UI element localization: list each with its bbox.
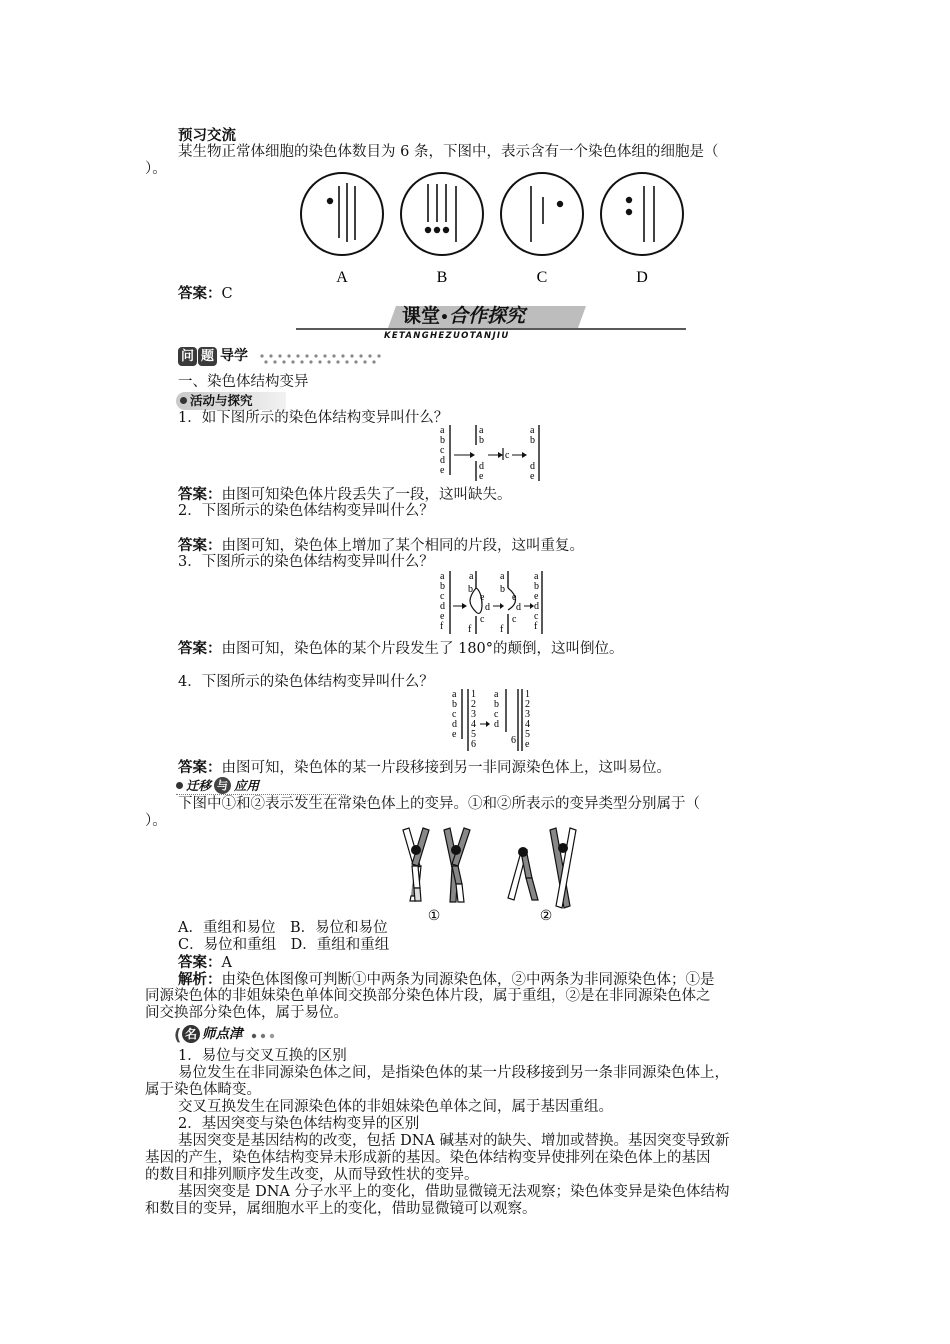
svg-text:5: 5: [471, 729, 476, 740]
svg-text:a: a: [440, 425, 445, 436]
svg-text:a: a: [440, 571, 445, 582]
svg-text:d: d: [516, 602, 521, 613]
svg-text:a: a: [530, 425, 535, 436]
tips-header: [174, 1024, 294, 1046]
cell-a: [301, 173, 383, 255]
figure-2-chromosomes: [508, 828, 576, 908]
svg-text:b: b: [530, 435, 535, 446]
svg-text:b: b: [479, 435, 484, 446]
tips-heading-1: 1．易位与交叉互换的区别: [178, 1048, 347, 1064]
tips-p3-line2: 基因的产生，染色体结构变异未形成新的基因。染色体结构变异使排列在染色体上的基因: [145, 1150, 711, 1166]
svg-text:f: f: [468, 624, 472, 635]
svg-text:4: 4: [525, 719, 530, 730]
tips-p2: 交叉互换发生在同源染色体的非姐妹染色单体之间，属于基因重组。: [178, 1099, 613, 1115]
preview-question-line2: ）。: [145, 161, 167, 177]
q3-text: 3．下图所示的染色体结构变异叫什么？: [178, 554, 434, 570]
transfer-question-line2: ）。: [145, 813, 167, 829]
divider: [176, 794, 346, 795]
guide-suffix: 导学: [220, 348, 248, 364]
svg-text:c: c: [494, 709, 499, 720]
svg-text:c: c: [512, 614, 517, 625]
activity-label-bar: [176, 392, 286, 410]
figure-label-2: ②: [539, 909, 553, 924]
q3-inversion-diagram: [438, 570, 548, 638]
q1-answer: 答案：由图可知染色体片段丢失了一段，这叫缺失。: [178, 486, 512, 503]
svg-text:a: a: [494, 689, 499, 700]
svg-text:b: b: [468, 584, 473, 595]
svg-text:c: c: [440, 445, 445, 456]
svg-text:a: a: [534, 571, 539, 582]
q3-answer: 答案：由图可知，染色体的某个片段发生了 180°的颠倒，这叫倒位。: [178, 640, 624, 657]
svg-text:e: e: [534, 591, 539, 602]
transfer-label: [176, 777, 346, 795]
q4-text: 4．下图所示的染色体结构变异叫什么？: [178, 674, 434, 690]
tips-badge: 名: [182, 1025, 200, 1043]
analysis-line3: 间交换部分染色体，属于易位。: [145, 1005, 348, 1021]
svg-text:c: c: [440, 591, 445, 602]
transfer-question-line1: 下图中①和②表示发生在常染色体上的变异。①和②所表示的变异类型分别属于（: [178, 796, 700, 812]
svg-text:d: d: [485, 602, 490, 613]
figure-label-1: ①: [427, 909, 441, 924]
svg-text:a: a: [469, 571, 474, 582]
svg-text:3: 3: [525, 709, 530, 720]
dots-decoration: [250, 1032, 290, 1040]
svg-text:d: d: [479, 461, 484, 472]
tips-p4-line2: 和数目的变异，属细胞水平上的变化，借助显微镜可以观察。: [145, 1201, 537, 1217]
preview-answer: [178, 285, 233, 303]
section-banner: [296, 303, 686, 343]
bullet-icon: [176, 782, 183, 789]
svg-text:c: c: [480, 614, 485, 625]
q2-answer: 答案：由图可知，染色体上增加了某个相同的片段，这叫重复。: [178, 537, 584, 554]
figure-1-chromosomes: [403, 828, 470, 902]
svg-text:c: c: [505, 450, 510, 461]
bullet-icon: [180, 397, 187, 404]
svg-text:b: b: [452, 699, 457, 710]
cell-d: [601, 173, 683, 255]
analysis-line2: 同源染色体的非姐妹染色单体间交换部分染色体片段，属于重组，②是在非同源染色体之: [145, 988, 711, 1004]
guide-badge-char2: 题: [198, 347, 217, 366]
cell-label-d: D: [636, 269, 648, 286]
svg-text:b: b: [534, 581, 539, 592]
tips-p1-line1: 易位发生在非同源染色体之间，是指染色体的某一片段移接到另一条非同源染色体上，: [178, 1065, 729, 1081]
cell-b: [401, 173, 483, 255]
svg-text:d: d: [494, 719, 499, 730]
transfer-label-part1: 迁移: [186, 778, 212, 793]
q1-deletion-diagram: [438, 424, 548, 484]
svg-text:6: 6: [511, 735, 516, 746]
transfer-label-circle: 与: [214, 777, 231, 794]
svg-text:2: 2: [525, 699, 530, 710]
tips-p1-line2: 属于染色体畸变。: [145, 1082, 261, 1098]
svg-text:1: 1: [525, 689, 530, 700]
analysis-line1: 解析：由染色体图像可判断①中两条为同源染色体，②中两条为非同源染色体；①是: [178, 971, 715, 988]
guide-badge-char1: 问: [178, 347, 197, 366]
section-title-structural-variation: 一、染色体结构变异: [178, 374, 309, 390]
svg-text:2: 2: [471, 699, 476, 710]
tips-p3-line3: 的数目和排列顺序发生改变，从而导致性状的变异。: [145, 1167, 479, 1183]
cell-label-a: A: [336, 269, 348, 286]
svg-text:1: 1: [471, 689, 476, 700]
cell-label-b: B: [436, 269, 448, 286]
svg-text:e: e: [452, 729, 457, 740]
tips-label: 师点津: [202, 1026, 243, 1042]
answer-value: C: [221, 286, 233, 302]
cell-c: [501, 173, 583, 255]
svg-text:e: e: [525, 739, 530, 750]
tips-heading-2: 2．基因突变与染色体结构变异的区别: [178, 1116, 420, 1132]
svg-text:e: e: [512, 592, 517, 603]
svg-text:d: d: [440, 601, 445, 612]
q1-text: 1．如下图所示的染色体结构变异叫什么？: [178, 410, 449, 426]
preview-title: 预习交流: [178, 127, 236, 144]
q2-text: 2．下图所示的染色体结构变异叫什么？: [178, 503, 434, 519]
svg-text:4: 4: [471, 719, 476, 730]
bracket-icon: (: [174, 1025, 182, 1044]
svg-text:d: d: [440, 455, 445, 466]
svg-text:a: a: [479, 425, 484, 436]
transfer-label-part2: 应用: [234, 778, 260, 793]
svg-text:e: e: [440, 465, 445, 476]
svg-text:e: e: [530, 471, 535, 482]
svg-text:e: e: [479, 471, 484, 482]
options-line1: A．重组和易位 B．易位和易位: [178, 920, 388, 936]
q4-translocation-diagram: [450, 688, 540, 756]
q1-left-labels: [440, 425, 445, 476]
tips-p4-line1: 基因突变是 DNA 分子水平上的变化，借助显微镜无法观察；染色体变异是染色体结构: [178, 1184, 730, 1200]
svg-text:a: a: [452, 689, 457, 700]
svg-text:a: a: [500, 571, 505, 582]
cell-label-c: C: [536, 269, 548, 286]
q4-answer: 答案：由图可知，染色体的某一片段移接到另一非同源染色体上，这叫易位。: [178, 759, 671, 776]
cell-options-figure: [290, 172, 690, 290]
svg-text:d: d: [534, 601, 539, 612]
svg-text:3: 3: [471, 709, 476, 720]
tips-p3-line1: 基因突变是基因结构的改变，包括 DNA 碱基对的缺失、增加或替换。基因突变导致新: [178, 1133, 730, 1149]
banner-title: [402, 305, 525, 329]
svg-text:b: b: [440, 581, 445, 592]
banner-dot: •: [440, 310, 449, 326]
svg-text:e: e: [480, 592, 485, 603]
svg-text:f: f: [534, 621, 538, 632]
svg-text:f: f: [500, 624, 504, 635]
preview-question-line1: 某生物正常体细胞的染色体数目为 6 条，下图中，表示含有一个染色体组的细胞是（: [178, 144, 719, 160]
chromosome-variation-figure: [390, 826, 600, 926]
svg-text:b: b: [440, 435, 445, 446]
svg-text:f: f: [440, 621, 444, 632]
answer-label: 答案：: [178, 285, 222, 302]
svg-text:c: c: [452, 709, 457, 720]
banner-pinyin: KETANGHEZUOTANJIU: [384, 331, 510, 341]
banner-title-part2: 合作探究: [448, 305, 525, 327]
svg-text:e: e: [440, 611, 445, 622]
svg-text:c: c: [534, 611, 539, 622]
svg-text:b: b: [500, 584, 505, 595]
activity-label: 活动与探究: [190, 393, 253, 408]
options-line2: C．易位和重组 D．重组和重组: [178, 937, 390, 953]
svg-text:5: 5: [525, 729, 530, 740]
banner-title-part1: 课堂: [402, 305, 441, 327]
svg-text:d: d: [530, 461, 535, 472]
svg-text:b: b: [494, 699, 499, 710]
svg-text:6: 6: [471, 739, 476, 750]
transfer-answer: 答案：A: [178, 954, 232, 971]
guide-header: [178, 345, 398, 369]
svg-text:d: d: [452, 719, 457, 730]
dotted-decoration: [258, 353, 398, 365]
